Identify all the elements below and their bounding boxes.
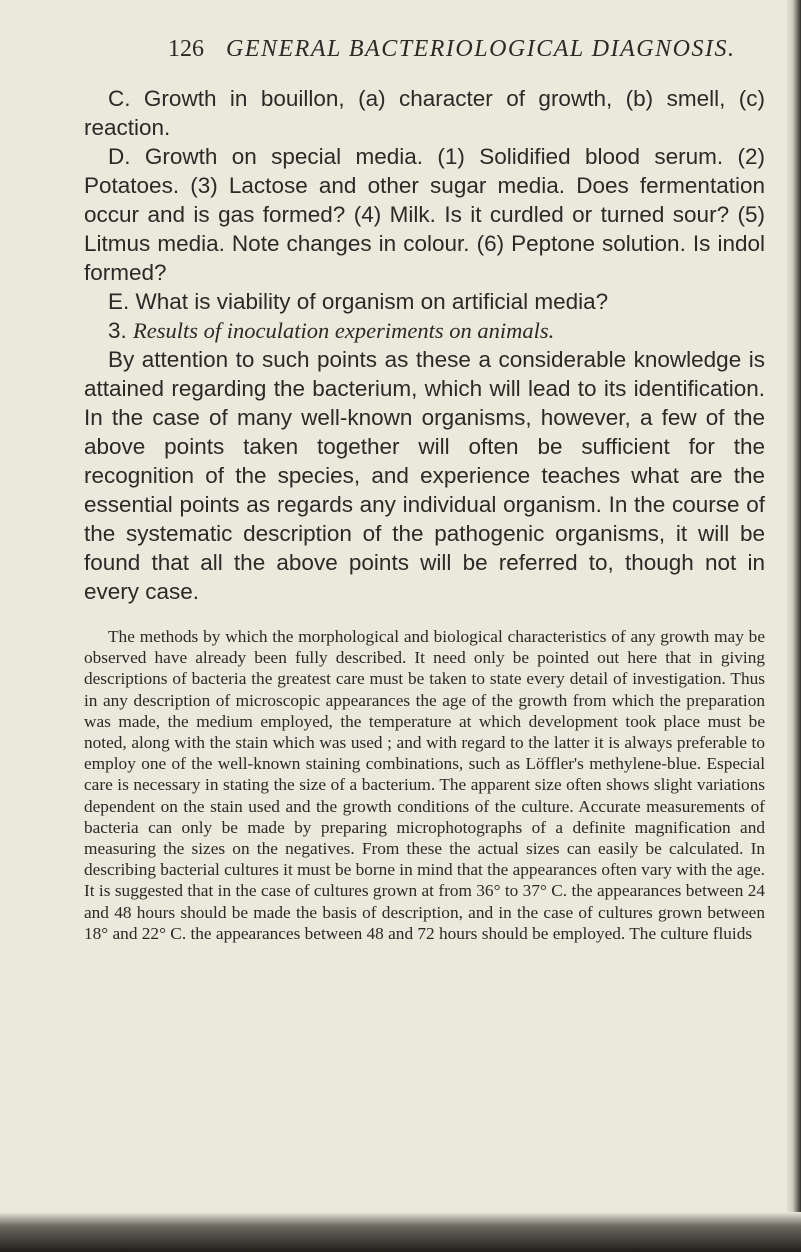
page-edge-shadow-right: [787, 0, 801, 1252]
small-print-paragraph: The methods by which the morphological and biological characteristics of any growth may be observed have already been fully described. It need only be pointed out here that in giving descriptions of bacteria the greatest care must be taken to state every detail of investigation. Thus in any description of microscopic appearances the age of the growth from which the preparation was made, the medium employed, the temperature at which development took place must be noted, along with the stain which was used ; and with regard to the latter it is always preferable to employ one of the well-known staining combinations, such as Löffler's methylene-blue. Especial care is necessary in stating the size of a bacterium. The apparent size often shows slight variations dependent on the stain used and the growth conditions of the culture. Accurate measurements of bacteria can only be made by preparing microphotographs of a definite magnification and measuring the sizes on the negatives. From these the actual sizes can easily be calculated. In describing bacterial cultures it must be borne in mind that the appearances often vary with the age. It is suggested that in the case of cultures grown at from 36° to 37° C. the appearances between 24 and 48 hours should be made the basis of description, and in the case of cultures grown between 18° and 22° C. the appearances between 48 and 72 hours should be employed. The culture fluids: [84, 627, 765, 943]
paragraph-e: E. What is viability of organism on artificial media?: [108, 289, 609, 314]
main-text: [84, 84, 765, 606]
running-title: GENERAL BACTERIOLOGICAL DIAGNOSIS.: [226, 36, 736, 62]
section-3-number: 3.: [108, 318, 127, 343]
paragraph-d: D. Growth on special media. (1) Solidified blood serum. (2) Potatoes. (3) Lactose and other sugar media. Does fermentation occur and is gas formed? (4) Milk. Is it curdled or turned sour? (5) Litmus media. Note changes in colour. (6) Peptone solution. Is indol formed?: [84, 144, 765, 285]
section-3: [84, 316, 765, 345]
page-number: 126: [168, 36, 204, 62]
paragraph-attention: By attention to such points as these a considerable knowledge is attained regarding the bacterium, which will lead to its identification. In the case of many well-known organisms, however, a few of the above points taken together will often be sufficient for the recognition of the species, and experience teaches what are the essential points as regards any individual organism. In the course of the systematic description of the pathogenic organisms, it will be found that all the above points will be referred to, though not in every case.: [84, 347, 765, 604]
paragraph-c: C. Growth in bouillon, (a) character of growth, (b) smell, (c) reaction.: [84, 86, 765, 140]
section-3-heading: Results of inoculation experiments on animals.: [133, 318, 555, 343]
page-header: [168, 36, 768, 76]
page-edge-shadow-bottom: [0, 1212, 801, 1252]
